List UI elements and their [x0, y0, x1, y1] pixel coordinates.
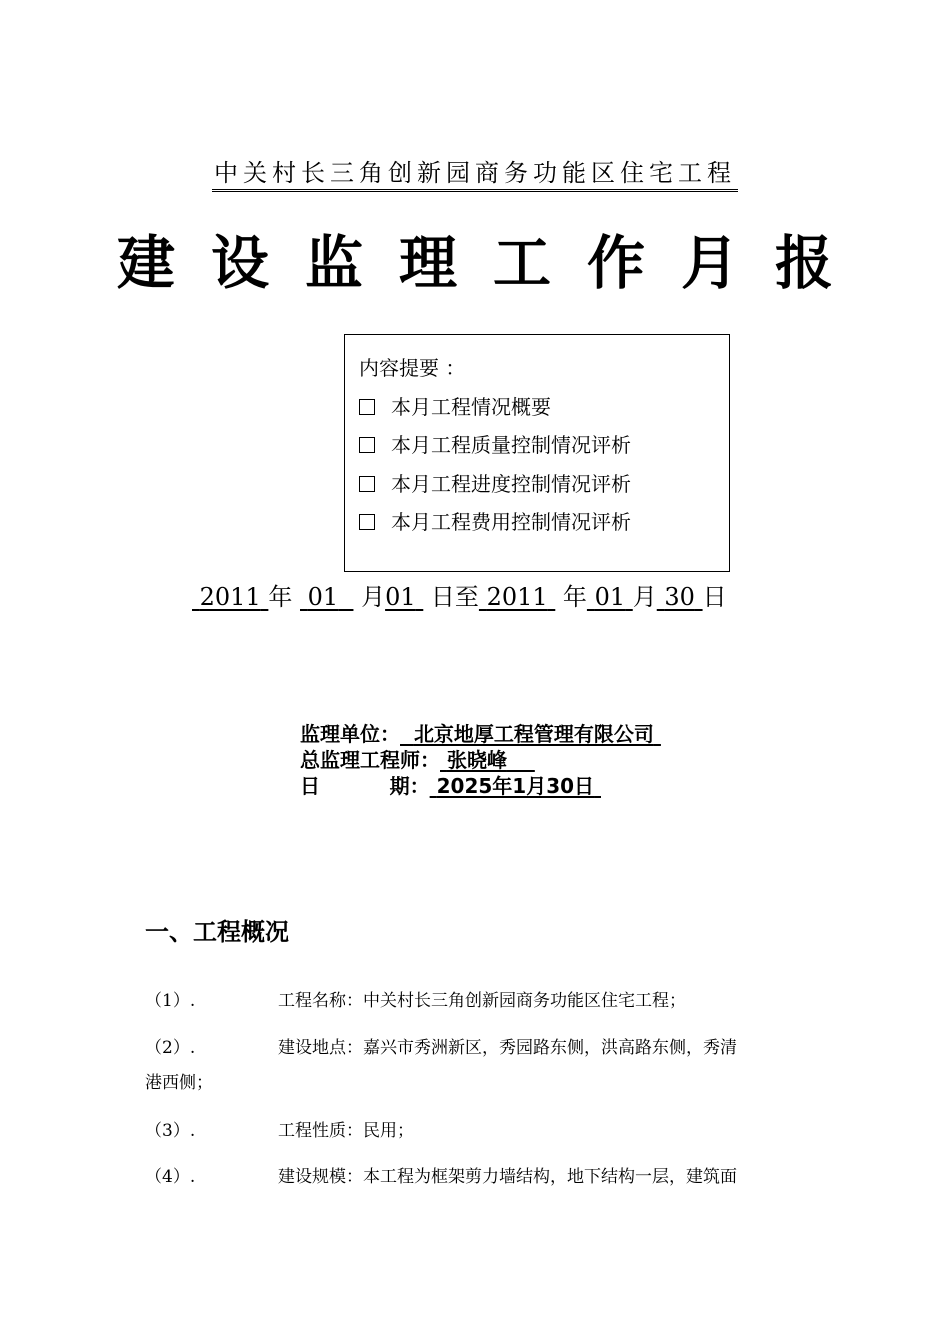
chief-engineer-label: 总监理工程师： — [300, 748, 440, 772]
overview-item — [145, 1035, 807, 1061]
contents-item-label: 本月工程情况概要 — [391, 394, 551, 419]
overview-item-continuation: 港西侧； — [145, 1073, 213, 1093]
year-char: 年 — [562, 583, 587, 611]
month-char: 月 — [632, 583, 657, 611]
project-title-wrap — [0, 158, 950, 192]
item-number: （4）. — [145, 1167, 196, 1187]
end-year: 2011 — [486, 583, 548, 611]
checkbox-icon[interactable] — [359, 437, 375, 453]
end-day: 30 — [664, 583, 695, 611]
end-month: 01 — [594, 583, 626, 611]
to-text: 日至 — [430, 583, 479, 611]
chief-engineer-value: 张晓峰 — [446, 748, 507, 772]
supervision-unit-value: 北京地厚工程管理有限公司 — [413, 722, 654, 746]
contents-item[interactable] — [359, 388, 729, 427]
report-date-line — [300, 773, 601, 799]
checkbox-icon[interactable] — [359, 476, 375, 492]
report-date-label: 日 期： — [300, 774, 430, 798]
item-number: （1）. — [145, 991, 196, 1011]
contents-item[interactable] — [359, 503, 729, 542]
contents-item-label: 本月工程进度控制情况评析 — [391, 471, 631, 496]
overview-item — [145, 1164, 807, 1190]
chief-engineer-line — [300, 747, 535, 773]
project-title: 中关村长三角创新园商务功能区住宅工程 — [212, 158, 738, 192]
report-title: 建设监理工作月报 — [116, 229, 869, 297]
overview-item — [145, 988, 807, 1014]
contents-summary-box — [344, 334, 730, 572]
contents-item[interactable] — [359, 465, 729, 504]
year-char: 年 — [268, 583, 293, 611]
contents-item[interactable] — [359, 426, 729, 465]
item-text: 建设地点：嘉兴市秀洲新区，秀园路东侧，洪高路东侧，秀清 — [278, 1038, 737, 1058]
day-char: 日 — [702, 583, 727, 611]
contents-heading: 内容提要 ： — [359, 356, 466, 380]
checkbox-icon[interactable] — [359, 514, 375, 530]
item-text: 工程名称：中关村长三角创新园商务功能区住宅工程； — [278, 991, 686, 1011]
supervision-unit-line — [300, 721, 661, 747]
start-day: 01 — [385, 583, 416, 611]
item-number: （2）. — [145, 1038, 196, 1058]
contents-item-label: 本月工程费用控制情况评析 — [391, 510, 631, 534]
supervision-unit-label: 监理单位： — [300, 722, 400, 746]
report-date-value: 2025年1月30日 — [436, 774, 595, 798]
item-text: 建设规模：本工程为框架剪力墙结构，地下结构一层，建筑面 — [278, 1167, 737, 1187]
contents-item-label: 本月工程质量控制情况评析 — [391, 433, 631, 457]
section-title: 一、工程概况 — [145, 918, 289, 946]
checkbox-icon[interactable] — [359, 399, 375, 415]
start-month: 01 — [307, 583, 339, 611]
report-period — [192, 580, 727, 614]
month-char: 月 — [361, 583, 386, 611]
start-year: 2011 — [199, 583, 261, 611]
item-text: 工程性质：民用； — [278, 1121, 414, 1141]
item-number: （3）. — [145, 1121, 196, 1141]
overview-item — [145, 1118, 807, 1144]
